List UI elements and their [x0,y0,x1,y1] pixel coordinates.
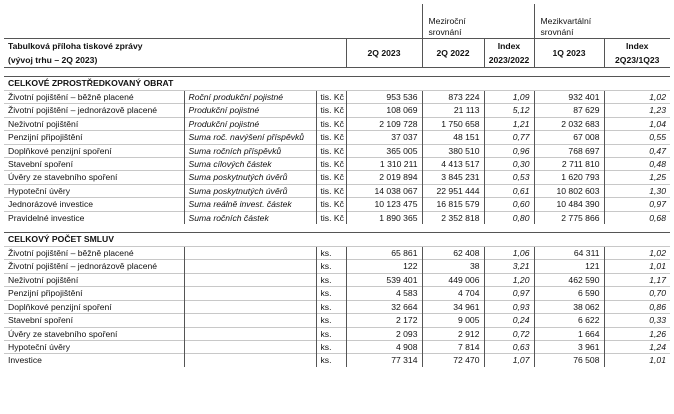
cell-q2-2022: 9 005 [422,314,484,327]
cell-name: Investice [4,354,184,367]
cell-idx-qoq: 1,24 [604,340,670,353]
cell-name: Doplňkové penzijní spoření [4,144,184,157]
cell-idx-qoq: 1,02 [604,91,670,104]
table-row [4,260,670,273]
cell-unit: tis. Kč [316,158,346,171]
cell-indicator [184,314,316,327]
table-row [4,327,670,340]
cell-idx-yoy: 0,96 [484,144,534,157]
cell-name: Úvěry ze stavebního spoření [4,171,184,184]
table-row [4,117,670,130]
market-table [4,4,670,367]
cell-idx-yoy: 3,21 [484,260,534,273]
cell-q2-2023: 122 [346,260,422,273]
cell-q2-2022: 1 750 658 [422,117,484,130]
cell-q1-2023: 3 961 [534,340,604,353]
cell-name: Životní pojištění – jednorázově placené [4,104,184,117]
cell-indicator: Suma poskytnutých úvěrů [184,171,316,184]
cell-idx-qoq: 1,30 [604,184,670,197]
cell-q2-2022: 62 408 [422,247,484,260]
cell-q1-2023: 38 062 [534,300,604,313]
cell-unit: ks. [316,340,346,353]
cell-name: Stavební spoření [4,158,184,171]
cell-q2-2023: 37 037 [346,131,422,144]
cell-q1-2023: 1 620 793 [534,171,604,184]
cell-q1-2023: 2 711 810 [534,158,604,171]
cell-q1-2023: 64 311 [534,247,604,260]
cell-idx-qoq: 0,55 [604,131,670,144]
qoq-header: Mezikvartální srovnání [534,4,670,39]
cell-unit: tis. Kč [316,198,346,211]
col-2q2022: 2Q 2022 [422,39,484,68]
col-1q2023: 1Q 2023 [534,39,604,68]
cell-idx-yoy: 5,12 [484,104,534,117]
cell-idx-qoq: 0,70 [604,287,670,300]
table-row [4,340,670,353]
cell-indicator [184,260,316,273]
cell-indicator: Roční produkční pojistné [184,91,316,104]
cell-q2-2022: 380 510 [422,144,484,157]
cell-q2-2022: 21 113 [422,104,484,117]
cell-name: Neživotní pojištění [4,273,184,286]
cell-q2-2022: 873 224 [422,91,484,104]
cell-q2-2022: 72 470 [422,354,484,367]
cell-idx-yoy: 0,72 [484,327,534,340]
cell-indicator: Suma roč. navýšení příspěvků [184,131,316,144]
cell-indicator: Suma reálně invest. částek [184,198,316,211]
cell-unit: ks. [316,287,346,300]
cell-idx-yoy: 0,63 [484,340,534,353]
cell-unit: tis. Kč [316,171,346,184]
cell-q2-2022: 3 845 231 [422,171,484,184]
cell-q2-2022: 7 814 [422,340,484,353]
cell-q1-2023: 67 008 [534,131,604,144]
cell-idx-qoq: 1,25 [604,171,670,184]
cell-unit: ks. [316,247,346,260]
table-row [4,247,670,260]
cell-q1-2023: 768 697 [534,144,604,157]
table-row [4,211,670,224]
cell-unit: tis. Kč [316,184,346,197]
table-row [4,104,670,117]
cell-indicator: Produkční pojistné [184,117,316,130]
cell-indicator: Produkční pojistné [184,104,316,117]
table-row [4,184,670,197]
cell-idx-qoq: 0,48 [604,158,670,171]
cell-unit: tis. Kč [316,91,346,104]
cell-indicator [184,247,316,260]
cell-unit: tis. Kč [316,117,346,130]
cell-idx-yoy: 1,06 [484,247,534,260]
cell-q2-2023: 365 005 [346,144,422,157]
cell-q2-2023: 2 172 [346,314,422,327]
cell-indicator: Suma ročních příspěvků [184,144,316,157]
cell-indicator [184,273,316,286]
cell-idx-yoy: 1,09 [484,91,534,104]
cell-q2-2023: 2 109 728 [346,117,422,130]
cell-idx-qoq: 0,97 [604,198,670,211]
cell-name: Úvěry ze stavebního spoření [4,327,184,340]
table-row [4,300,670,313]
cell-q2-2023: 14 038 067 [346,184,422,197]
section-title: CELKOVÝ POČET SMLUV [4,233,670,247]
index-yoy-period: 2023/2022 [484,53,534,68]
cell-name: Životní pojištění – jednorázově placené [4,260,184,273]
cell-name: Životní pojištění – běžně placené [4,91,184,104]
cell-idx-yoy: 0,53 [484,171,534,184]
cell-q2-2022: 2 352 818 [422,211,484,224]
cell-q2-2022: 2 912 [422,327,484,340]
cell-idx-qoq: 1,01 [604,260,670,273]
cell-indicator [184,354,316,367]
table-row [4,91,670,104]
cell-name: Hypoteční úvěry [4,340,184,353]
cell-q1-2023: 121 [534,260,604,273]
cell-idx-yoy: 0,97 [484,287,534,300]
cell-q2-2023: 10 123 475 [346,198,422,211]
cell-unit: ks. [316,354,346,367]
cell-q2-2022: 34 961 [422,300,484,313]
cell-idx-qoq: 0,86 [604,300,670,313]
cell-name: Penzijní připojištění [4,287,184,300]
cell-q1-2023: 932 401 [534,91,604,104]
cell-q1-2023: 2 032 683 [534,117,604,130]
table-row [4,354,670,367]
cell-q2-2023: 2 019 894 [346,171,422,184]
cell-q2-2022: 48 151 [422,131,484,144]
table-row [4,158,670,171]
cell-q1-2023: 76 508 [534,354,604,367]
cell-unit: ks. [316,273,346,286]
col-2q2023: 2Q 2023 [346,39,422,68]
cell-q2-2023: 108 069 [346,104,422,117]
cell-name: Životní pojištění – běžně placené [4,247,184,260]
cell-unit: tis. Kč [316,144,346,157]
index-qoq-label: Index [604,39,670,54]
index-yoy-label: Index [484,39,534,54]
cell-name: Hypoteční úvěry [4,184,184,197]
cell-idx-qoq: 1,17 [604,273,670,286]
cell-indicator: Suma ročních částek [184,211,316,224]
cell-q2-2022: 449 006 [422,273,484,286]
cell-unit: ks. [316,314,346,327]
cell-q2-2023: 77 314 [346,354,422,367]
table-row [4,144,670,157]
cell-indicator [184,327,316,340]
cell-idx-qoq: 0,47 [604,144,670,157]
cell-q2-2023: 4 583 [346,287,422,300]
cell-q1-2023: 87 629 [534,104,604,117]
cell-indicator: Suma poskytnutých úvěrů [184,184,316,197]
cell-q2-2022: 16 815 579 [422,198,484,211]
table-row [4,287,670,300]
table-subtitle: (vývoj trhu – 2Q 2023) [4,53,184,68]
cell-idx-yoy: 1,21 [484,117,534,130]
cell-q1-2023: 10 484 390 [534,198,604,211]
cell-q2-2023: 1 310 211 [346,158,422,171]
cell-unit: tis. Kč [316,131,346,144]
cell-idx-qoq: 1,26 [604,327,670,340]
cell-indicator [184,287,316,300]
cell-idx-yoy: 0,30 [484,158,534,171]
cell-name: Stavební spoření [4,314,184,327]
cell-q2-2022: 4 704 [422,287,484,300]
cell-q2-2022: 22 951 444 [422,184,484,197]
cell-q2-2023: 539 401 [346,273,422,286]
cell-idx-yoy: 0,77 [484,131,534,144]
cell-q2-2023: 2 093 [346,327,422,340]
cell-q1-2023: 6 622 [534,314,604,327]
table-row [4,198,670,211]
cell-idx-qoq: 0,33 [604,314,670,327]
table-title: Tabulková příloha tiskové zprávy [4,39,184,54]
cell-name: Penzijní připojištění [4,131,184,144]
cell-idx-yoy: 0,61 [484,184,534,197]
cell-unit: ks. [316,327,346,340]
cell-idx-yoy: 0,93 [484,300,534,313]
yoy-header: Meziroční srovnání [422,4,534,39]
index-qoq-period: 2Q23/1Q23 [604,53,670,68]
cell-q2-2023: 953 536 [346,91,422,104]
cell-q1-2023: 1 664 [534,327,604,340]
cell-q2-2023: 4 908 [346,340,422,353]
cell-idx-qoq: 1,01 [604,354,670,367]
cell-q2-2022: 38 [422,260,484,273]
cell-unit: ks. [316,300,346,313]
cell-q1-2023: 10 802 603 [534,184,604,197]
cell-idx-yoy: 0,24 [484,314,534,327]
cell-indicator: Suma cílových částek [184,158,316,171]
cell-q2-2023: 65 861 [346,247,422,260]
cell-unit: ks. [316,260,346,273]
cell-name: Neživotní pojištění [4,117,184,130]
cell-idx-yoy: 1,07 [484,354,534,367]
cell-q1-2023: 2 775 866 [534,211,604,224]
cell-q2-2023: 1 890 365 [346,211,422,224]
cell-q1-2023: 462 590 [534,273,604,286]
cell-q2-2022: 4 413 517 [422,158,484,171]
cell-unit: tis. Kč [316,211,346,224]
cell-indicator [184,300,316,313]
cell-name: Doplňkové penzijní spoření [4,300,184,313]
cell-name: Jednorázové investice [4,198,184,211]
cell-unit: tis. Kč [316,104,346,117]
cell-idx-yoy: 0,60 [484,198,534,211]
cell-idx-qoq: 1,04 [604,117,670,130]
cell-idx-yoy: 1,20 [484,273,534,286]
cell-q1-2023: 6 590 [534,287,604,300]
table-row [4,171,670,184]
cell-idx-yoy: 0,80 [484,211,534,224]
cell-idx-qoq: 1,02 [604,247,670,260]
cell-idx-qoq: 0,68 [604,211,670,224]
table-row [4,314,670,327]
section-title: CELKOVÉ ZPROSTŘEDKOVANÝ OBRAT [4,77,670,91]
table-row [4,131,670,144]
table-row [4,273,670,286]
cell-q2-2023: 32 664 [346,300,422,313]
cell-name: Pravidelné investice [4,211,184,224]
cell-idx-qoq: 1,23 [604,104,670,117]
cell-indicator [184,340,316,353]
